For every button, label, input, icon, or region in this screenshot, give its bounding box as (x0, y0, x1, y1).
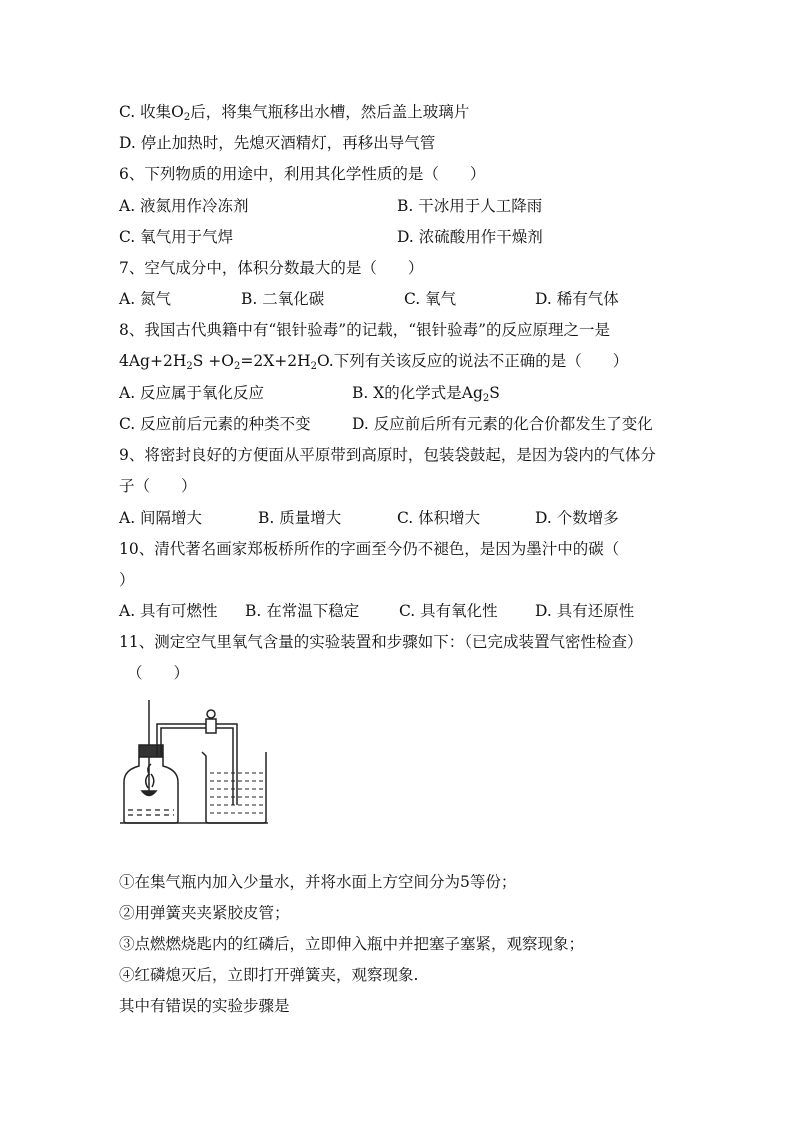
q5-option-d: D. 停止加热时，先熄灭酒精灯，再移出导气管 (119, 134, 436, 152)
q9-option-b: B. 质量增大 (258, 509, 342, 527)
q7-stem: 7、空气成分中，体积分数最大的是（ ） (119, 259, 424, 277)
q6-option-c: C. 氧气用于气焊 (119, 228, 234, 246)
q10-option-a: A. 具有可燃性 (119, 602, 218, 620)
q8-equation: $4Ag+2H_2S +O_2=2X+2H_2O$.下列有关该反应的说法不正确的是（ ） (119, 352, 629, 372)
q9-option-c: C. 体积增大 (397, 509, 481, 527)
rubber-stopper (139, 745, 163, 757)
q11-step-4: ④红磷熄灭后，立即打开弹簧夹，观察现象. (119, 966, 419, 984)
q6-stem: 6、下列物质的用途中，利用其化学性质的是（ ） (119, 165, 486, 183)
q7-option-b: B. 二氧化碳 (241, 290, 325, 308)
q7-option-a: A. 氮气 (119, 290, 172, 308)
q7-option-d: D. 稀有气体 (535, 290, 619, 308)
q6-option-b: B. 干冰用于人工降雨 (397, 197, 543, 215)
gas-collecting-jar (124, 757, 178, 823)
q11-final-prompt: 其中有错误的实验步骤是 (119, 997, 290, 1015)
q7-option-c: C. 氧气 (404, 290, 457, 308)
q11-stem-line2: （ ） (127, 664, 190, 682)
q11-step-3: ③点燃燃烧匙内的红磷后，立即伸入瓶中并把塞子塞紧，观察现象； (119, 935, 585, 953)
flame-smoke-2 (151, 774, 154, 787)
q10-stem-line1: 10、清代著名画家郑板桥所作的字画至今仍不褪色，是因为墨汁中的碳（ (119, 540, 620, 558)
beaker (202, 752, 266, 823)
q10-stem-line2: ） (119, 571, 135, 589)
q11-step-2: ②用弹簧夹夹紧胶皮管； (119, 904, 290, 922)
q9-stem-line2: 子（ ） (119, 477, 197, 495)
combustion-spoon-bowl (142, 791, 156, 796)
delivery-tube-inner (161, 728, 233, 805)
spring-clip-handle (207, 710, 215, 718)
q9-option-d: D. 个数增多 (535, 509, 619, 527)
q8-stem: 8、我国古代典籍中有“银针验毒”的记载，“银针验毒”的反应原理之一是 (119, 321, 611, 339)
q9-stem-line1: 9、将密封良好的方便面从平原带到高原时，包装袋鼓起，是因为袋内的气体分 (119, 446, 656, 464)
experiment-apparatus-diagram (118, 690, 270, 828)
q6-option-d: D. 浓硫酸用作干燥剂 (397, 228, 543, 246)
q6-option-a: A. 液氮用作冷冻剂 (119, 197, 249, 215)
q8-option-d: D. 反应前后所有元素的化合价都发生了变化 (352, 415, 653, 433)
q10-option-c: C. 具有氧化性 (399, 602, 498, 620)
q11-step-1: ①在集气瓶内加入少量水，并将水面上方空间分为5等份； (119, 873, 517, 891)
q8-option-c: C. 反应前后元素的种类不变 (119, 415, 311, 433)
spring-clip (206, 719, 216, 733)
delivery-tube (157, 724, 237, 805)
q8-option-b: B. X的化学式是$Ag_2S$ (352, 384, 500, 404)
q10-option-d: D. 具有还原性 (535, 602, 635, 620)
q9-option-a: A. 间隔增大 (119, 509, 203, 527)
q11-stem-line1: 11、测定空气里氧气含量的实验装置和步骤如下：（已完成装置气密性检查） (119, 633, 643, 651)
jar-water (128, 810, 174, 815)
q5-option-c: C. 收集$O_2$后，将集气瓶移出水槽，然后盖上玻璃片 (119, 103, 470, 123)
q10-option-b: B. 在常温下稳定 (245, 602, 360, 620)
q8-option-a: A. 反应属于氧化反应 (119, 384, 265, 402)
